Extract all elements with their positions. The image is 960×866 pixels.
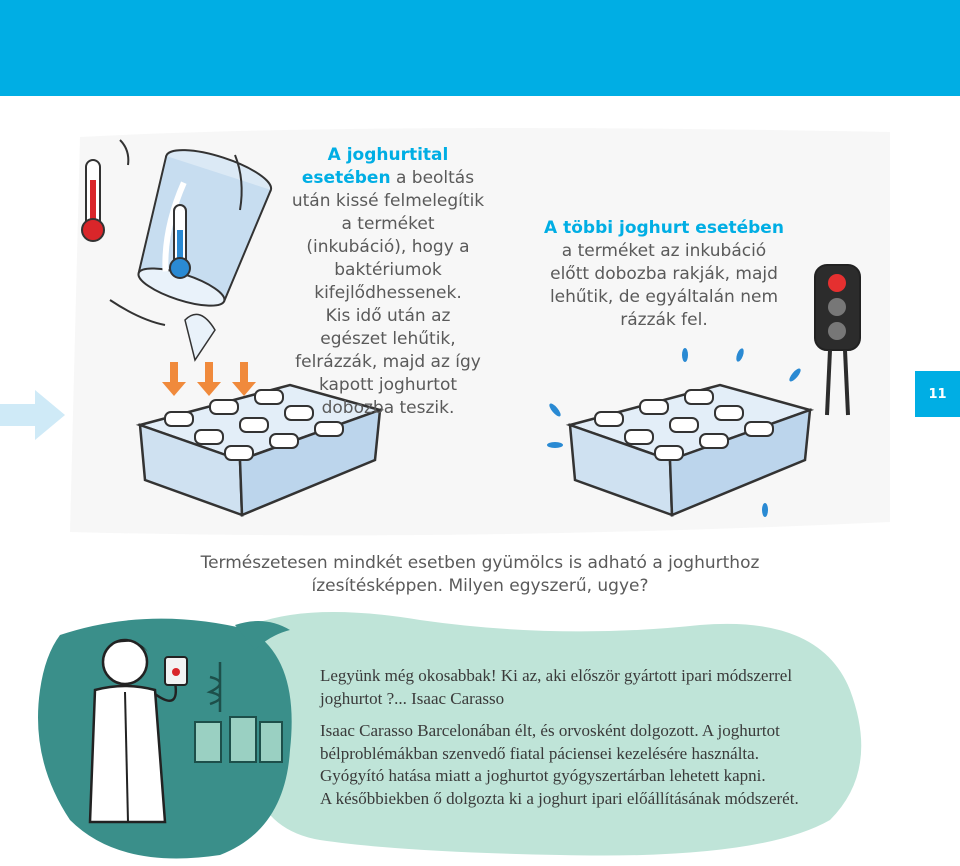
pharmacist-icon [90, 640, 282, 822]
right-body: a terméket az inkubáció előtt dobozba rakják, majd lehűtik, de egyáltalán nem rázzák fel. [549, 241, 779, 330]
right-highlight: A többi joghurt esetében [544, 218, 784, 238]
arrow-right-icon [0, 388, 70, 443]
yogurt-cup-tray-icon [570, 385, 810, 515]
pharmacist-illustration [70, 622, 300, 852]
info-p2-line1: Isaac Carasso Barcelonában élt, és orvosként dolgozott. A joghurtot [320, 721, 780, 740]
info-p2-line2: bélproblémákban szenvedő fiatal páciensei kezelésére használta. [320, 743, 759, 763]
right-text-block [542, 217, 786, 332]
header-band [0, 0, 960, 96]
left-text-block [290, 144, 486, 420]
info-p2-line3: Gyógyító hatása miatt a joghurtot gyógyszertárban lehetett kapni. [320, 766, 766, 785]
thermometer-icon [170, 205, 190, 278]
caption-line1: Természetesen mindkét esetben gyümölcs is adható a joghurthoz [200, 553, 760, 573]
info-text [320, 665, 920, 810]
info-paragraph [320, 720, 920, 810]
left-highlight: A joghurtital esetében [301, 145, 449, 188]
arrow-down-icon [162, 362, 256, 396]
left-body1: a beoltás után kissé felmelegítik a terméket (inkubáció), hogy a baktériumok kifejlődhessenek. [291, 168, 485, 303]
info-question [320, 665, 920, 710]
info-p2-line4: A későbbiekben ő dolgozta ki a joghurt ipari előállításának módszerét. [320, 788, 799, 808]
left-body2: Kis idő után az egészet lehűtik, felrázzák, majd az így kapott joghurtot dobozba teszik. [295, 306, 481, 418]
info-q-line1: Legyünk még okosabbak! Ki az, aki először gyártott ipari módszerrel [320, 666, 793, 685]
page-number: 11 [915, 371, 960, 417]
traffic-light-icon [815, 265, 860, 415]
thermometer-icon [82, 160, 104, 241]
yogurt-cup-icon [125, 141, 276, 317]
caption [200, 552, 760, 598]
caption-line2: ízesítésképpen. Milyen egyszerű, ugye? [311, 576, 649, 596]
info-q-line2: joghurtot ?... Isaac Carasso [320, 688, 505, 708]
